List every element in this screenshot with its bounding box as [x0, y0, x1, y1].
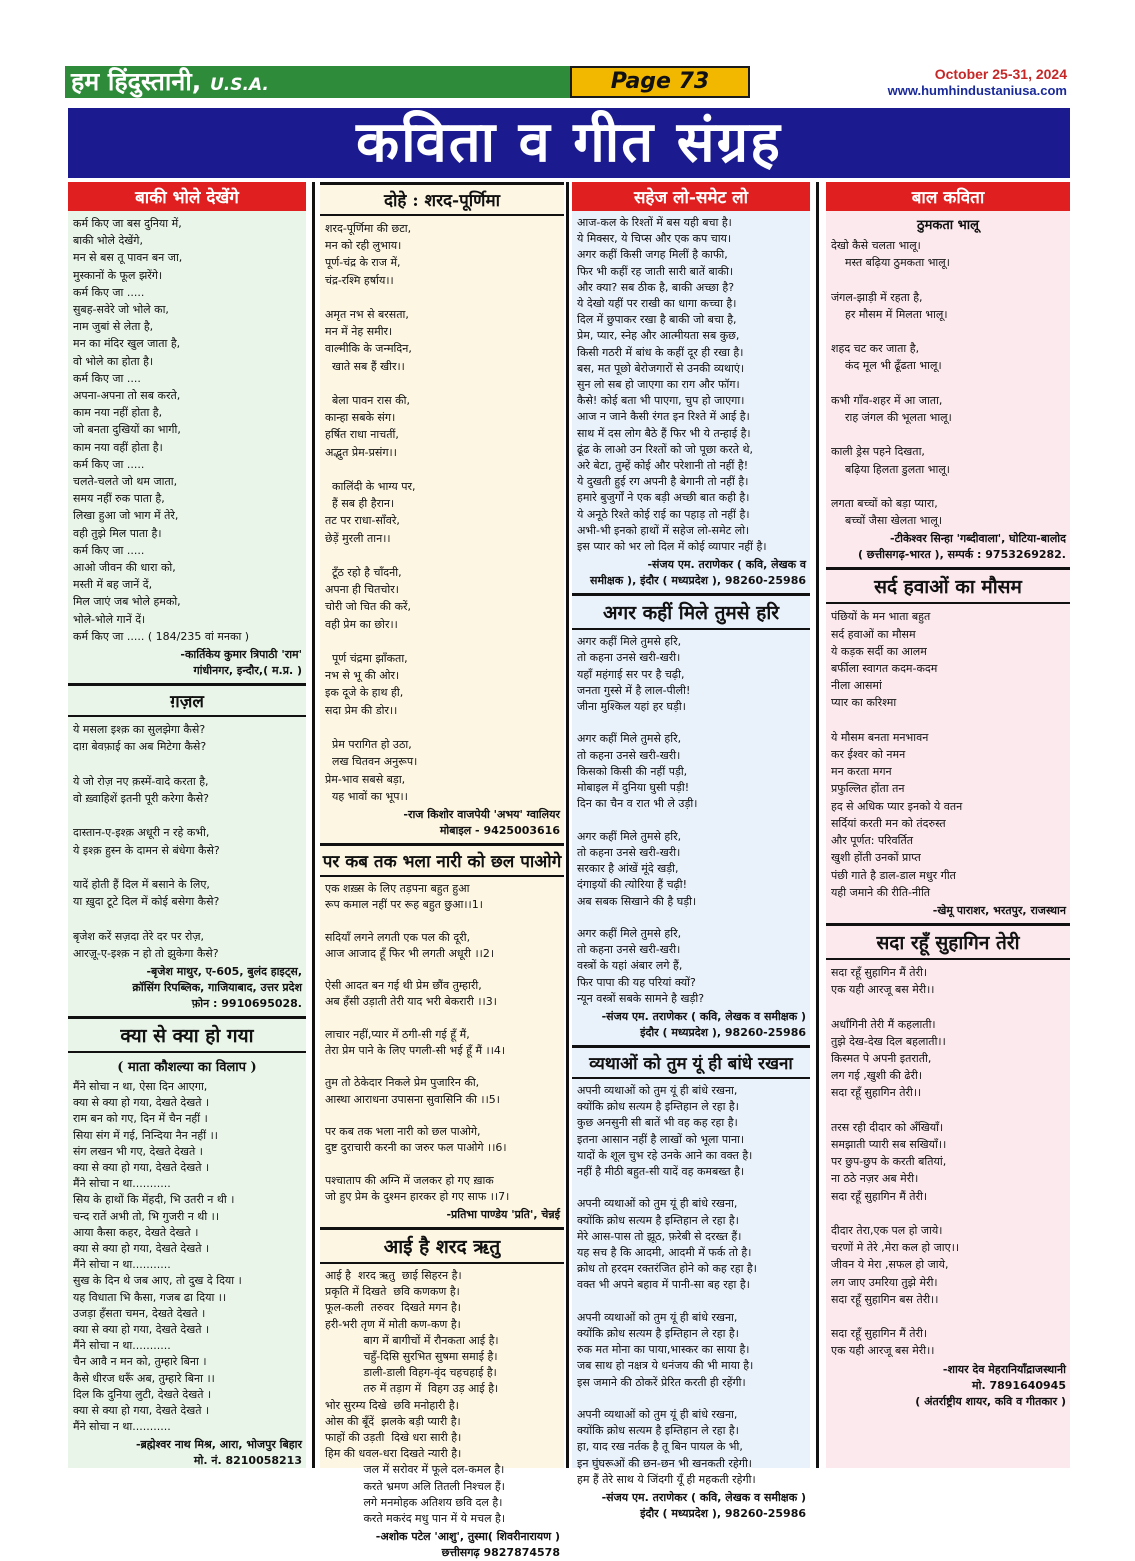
column-2 [320, 182, 564, 1560]
poem-credit: -खेमू पाराशर, भरतपुर, राजस्थान [932, 903, 1066, 917]
poem-subtitle: ठुमकता भालू [917, 218, 979, 233]
poem-body: सदा रहूँ सुहागिन मैं तेरी। एक यही आरजू बस मेरी।। अर्धांगिनी तेरी मैं कहलाती। तुझे देख-देख दिल बहलाती।। किस्मत पे अपनी इतराती, लग गई ,खुशी की ढेरी। सदा रहूँ सुहागिन तेरी।। तरस रही दीदार को अँखियाँ। समझाती प्यारी सब सखियाँ।। पर छुप-छुप के करती बतियां, ना ठठे नज़र अब मेरी। सदा रहूँ सुहागिन मैं तेरी। दीदार तेरा,एक पल हो जाये। चरणों मे तेरे ,मेरा कल हो जाए।। जीवन ये मेरा ,सफल हो जाये, लग जाए उमरिया तुझे मेरी। सदा रहूँ सुहागिन बस तेरी।। सदा रहूँ सुहागिन मैं तेरी। एक यही आरजू बस मेरी।। [831, 965, 960, 1358]
poem-title: सदा रहूँ सुहागिन तेरी [826, 923, 1070, 960]
section-banner: कविता व गीत संग्रह [68, 108, 1070, 178]
column-3 [572, 182, 810, 1521]
poem-credit: -राज किशोर वाजपेयी 'अभय' ग्वालियर मोबाइल - 9425003616 [403, 807, 560, 837]
issue-date: October 25-31, 2024 [934, 66, 1067, 82]
poem-title: बाल कविता [826, 182, 1070, 211]
poem-credit: -बृजेश माथुर, ए-605, बुलंद हाइट्स, क्रॉसिंग रिपब्लिक, गाजियाबाद, उत्तर प्रदेश फ़ोन : 9910695028. [132, 964, 302, 1010]
poem-credit: -अशोक पटेल 'आशु', तुस्मा( शिवरीनारायण ) छत्तीसगढ़ 9827874578 [375, 1530, 560, 1560]
poem-title: अगर कहीं मिले तुमसे हरि [572, 593, 810, 630]
poem-body: मैंने सोचा न था, ऐसा दिन आएगा, क्या से क्या हो गया, देखते देखते । राम बन को गए, दिन में चैन नहीं । सिया संग में गई, निन्दिया नैन नहीं ।। संग लखन भी गए, देखते देखते । क्या से क्या हो गया, देखते देखते । मैंने सोचा न था........... सिय के हाथों कि मेंहदी, भि उतरी न थी । चन्द रातें अभी तो, भि गुजरी न थी ।। आया कैसा कहर, देखते देखते । क्या से क्या हो गया, देखते देखते । मैंने सोचा न था........... सुख के दिन थे जब आए, तो दुख दे दिया । यह विधाता भि कैसा, गजब ढा दिया ।। उजड़ा हँसता चमन, देखते देखते । क्या से क्या हो गया, देखते देखते । मैंने सोचा न था........... चैन आवै न मन को, तुम्हारे बिना । कैसे धीरज धरूँ अब, तुम्हारे बिना ।। दिल कि दुनिया लुटी, देखते देखते । क्या से क्या हो गया, देखते देखते । मैंने सोचा न था........... [73, 1079, 242, 1434]
poem-subtitle: ( माता कौशल्या का विलाप ) [117, 1059, 257, 1075]
website-link[interactable]: www.humhindustaniusa.com [887, 83, 1067, 98]
column-divider [566, 182, 569, 1468]
poem-credit: -संजय एम. तराणेकर ( कवि, लेखक व समीक्षक ) इंदौर ( मध्यप्रदेश ), 98260-25986 [601, 1491, 806, 1521]
masthead [65, 66, 1075, 102]
brand-suffix: U.S.A. [209, 75, 269, 95]
poem-body: कर्म किए जा बस दुनिया में, बाकी भोले देखेंगे, मन से बस तू पावन बन जा, मुस्कानों के फूल झरेंगे। कर्म किए जा ..... सुबह-सवेरे जो भोले का, नाम जुबां से लेता है, मन का मंदिर खुल जाता है, वो भोले का होता है। कर्म किए जा .... अपना-अपना तो सब करते, काम नया नहीं होता है, जो बनता दुखियों का भागी, काम नया वहीं होता है। कर्म किए जा ..... चलते-चलते जो थम जाता, समय नहीं रुक पाता है, लिखा हुआ जो भाग में तेरे, वही तुझे मिल पाता है। कर्म किए जा ..... आओ जीवन की धारा को, मस्ती में बह जानें दें, मिल जाएं जब भोले हमको, भोले-भोले गानें दें। कर्म किए जा ..... ( 184/235 वां मनका ) [73, 217, 250, 643]
poem-body: अगर कहीं मिले तुमसे हरि, तो कहना उनसे खरी-खरी। यहाँ महंगाई सर पर है चढ़ी, जनता गुस्से में है लाल-पीली! जीना मुश्किल यहां हर घड़ी। अगर कहीं मिले तुमसे हरि, तो कहना उनसे खरी-खरी। किसको किसी की नहीं पड़ी, मोबाइल में दुनिया घुसी पड़ी! दिन का चैन व रात भी ले उड़ी। अगर कहीं मिले तुमसे हरि, तो कहना उनसे खरी-खरी। सरकार है आंखें मूंदे खड़ी, दंगाइयों की त्योरिया हैं चढ़ी! अब सबक सिखाने की है घड़ी। अगर कहीं मिले तुमसे हरि, तो कहना उनसे खरी-खरी। वस्त्रों के यहां अंबार लगे हैं, फिर पापा की यह परियां क्यों? न्यून वस्त्रों सबके सामने है खड़ी? [577, 635, 705, 1005]
poem-body: आज-कल के रिश्तों में बस यही बचा है। ये मिक्सर, ये चिप्स और एक कप चाय। अगर कहीं किसी जगह मिलीं है काफी, फिर भी कहीं रह जाती सारी बातें बाकी। और क्या? सब ठीक है, बाकी अच्छा है? ये देखो यहीं पर राखी का धागा कच्चा है। दिल में छुपाकर रखा है बाकी जो बचा है, प्रेम, प्यार, स्नेह और आत्मीयता सब कुछ, किसी गठरी में बांध के कहीं दूर ही रखा है। बस, मत पूछो बेरोजगारों से उनकी व्यथाएं। सुन लो सब हो जाएगा का राग और फॉग। कैसे! कोई बता भी पाएगा, चुप हो जाएगा। आज न जाने कैसी रंगत इन रिश्ते में आई है। साथ में दस लोग बैठे हैं फिर भी ये तन्हाई है। ढूंढ के लाओ उन रिश्तों को जो पूछा करते थे, अरे बेटा, तुम्हें कोई और परेशानी तो नहीं है! ये दुखती हुई रग अपनी है बेगानी तो नहीं है। हमारे बुजुर्गों ने एक बड़ी अच्छी बात कही है। ये अनूठे रिश्ते कोई राई का पहाड़ तो नहीं है। अभी-भी इनको हाथों में सहेज लो-समेट लो। इस प्यार को भर लो दिल में कोई व्यापार नहीं है। [577, 216, 767, 554]
poem-title: बाकी भोले देखेंगे [68, 182, 306, 211]
poem-title: पर कब तक भला नारी को छल पाओगे [320, 843, 564, 877]
poem-body: एक शख़्स के लिए तड़पना बहुत हुआ रूप कमाल नहीं पर रूह बहुत छुआ।।1। सदियाँ लगने लगती एक पल की दूरी, आज आजाद हूँ फिर भी लगती अधूरी ।।2। ऐसी आदत बन गई थी प्रेम छौंव तुम्हारी, अब हँसी उड़ाती तेरी याद भरी बेकरारी ।।3। लाचार नहीं,प्यार में ठगी-सी गई हूँ मैं, तेरा प्रेम पाने के लिए पगली-सी भई हूँ मैं ।।4। तुम तो ठेकेदार निकले प्रेम पुजारिन की, आस्था आराधना उपासना सुवासिनि की ।।5। पर कब तक भला नारी को छल पाओगे, दुष्ट दुराचारी करनी का जरुर फल पाओगे ।।6। पश्चाताप की अग्नि में जलकर हो गए ख़ाक जो हुए प्रेम के दुश्मन हारकर हो गए साफ ।।7। [325, 881, 510, 1203]
poem-credit: -संजय एम. तराणेकर ( कवि, लेखक व समीक्षक ), इंदौर ( मध्यप्रदेश ), 98260-25986 [590, 558, 806, 588]
poem-credit: -टीकेश्वर सिन्हा 'गब्दीवाला', घोटिया-बालोद ( छत्तीसगढ़-भारत ), सम्पर्क : 9753269282. [857, 532, 1066, 562]
poem-title: ग़ज़ल [68, 683, 306, 717]
poem-title: व्यथाओं को तुम यूं ही बांधे रखना [572, 1045, 810, 1079]
poem-title: क्या से क्या हो गया [68, 1016, 306, 1053]
poem-body: देखो कैसे चलता भालू। मस्त बढ़िया ठुमकता भालू। जंगल-झाड़ी में रहता है, हर मौसम में मिलता भालू। शहद चट कर जाता है, कंद मूल भी ढूँढता भालू। कभी गाँव-शहर में आ जाता, राह जंगल की भूलता भालू। काली ड्रेस पहने दिखता, बढ़िया हिलता डुलता भालू। लगता बच्चों को बड़ा प्यारा, बच्चों जैसा खेलता भालू। [831, 239, 952, 528]
brand-logo [65, 66, 570, 98]
poem-body: ये मसला इश्क़ का सुलझेगा कैसे? दाग़ बेवफ़ाई का अब मिटेगा कैसे? ये जो रोज़ नए क़स्में-वादे करता है, वो ख़्वाहिशें इतनी पूरी करेगा कैसे? दास्तान-ए-इश्क़ अधूरी न रहे कभी, ये इश्क़ हुस्न के दामन से बंधेगा कैसे? यादें होती हैं दिल में बसाने के लिए, या ख़ुदा टूटे दिल में कोई बसेगा कैसे? बृजेश करें सज़दा तेरे दर पर रोज़, आरज़ू-ए-इश्क़ न हो तो झुकेगा कैसे? [73, 723, 220, 960]
poem-body: अपनी व्यथाओं को तुम यूं ही बांधे रखना, क्योंकि क्रोध सत्यम है इम्तिहान ले रहा है। कुछ अनसुनी सी बातें भी वह कह रहा है। इतना आसान नहीं है लाखों को भूला पाना। यादों के शूल चुभ रहे उनके आने का वक्त है। नहीं है मीठी बहुत-सी यादें वह कमबख्त है। अपनी व्यथाओं को तुम यूं ही बांधे रखना, क्योंकि क्रोध सत्यम है इम्तिहान ले रहा है। मेरे आस-पास तो झूठ, फ़रेबी से दरख्त हैं। यह सच है कि आदमी, आदमी में फर्क तो है। क्रोध तो हरदम रक्तरंजित होने को कह रहा है। वक्त भी अपने बहाव में पानी-सा बह रहा है। अपनी व्यथाओं को तुम यूं ही बांधे रखना, क्योंकि क्रोध सत्यम है इम्तिहान ले रहा है। रुक मत मोना का पाया,भास्कर का साया है। जब साथ हो नक्षत्र ये धनंजय की भी माया है। इस जमाने की ठोकरें प्रेरित करती ही रहेंगी। अपनी व्यथाओं को तुम यूं ही बांधे रखना, क्योंकि क्रोध सत्यम है इम्तिहान ले रहा है। हा, याद रख नर्तक है तू बिन पायल के भी, इन घुंघरूओं की छन-छन भी खनकती रहेगी। हम हैं तेरे साथ ये जिंदगी यूँ ही महकती रहेगी। [577, 1083, 757, 1486]
column-divider [312, 182, 315, 1468]
poem-body: शरद-पूर्णिमा की छटा, मन को रही लुभाय। पूर्ण-चंद्र के राज में, चंद्र-रश्मि हर्षाय।। अमृत नभ से बरसता, मन में नेह समीर। वाल्मीकि के जन्मदिन, खाते सब हैं खीर।। बेला पावन रास की, कान्हा सबके संग। हर्षित राधा नाचतीं, अद्भुत प्रेम-प्रसंग।। कालिंदी के भाग्य पर, हैं सब ही हैरान। तट पर राधा-साँवरे, छेड़ें मुरली तान।। टूँठ रहो है चाँदनी, अपना ही चितचोर। चोरी जो चित की करें, वही प्रेम का छोर।। पूर्ण चंद्रमा झाँकता, नभ से भू की ओर। इक दूजे के हाथ ही, सदा प्रेम की डोर।। प्रेम परागित हो उठा, लख चितवन अनुरूप। प्रेम-भाव सबसे बड़ा, यह भावों का भूप।। [325, 222, 418, 803]
column-4 [826, 182, 1070, 1468]
poem-credit: -प्रतिभा पाण्डेय 'प्रति', चेन्नई [446, 1207, 560, 1221]
poem-credit: -ब्रह्मेश्वर नाथ मिश्र, आरा, भोजपुर बिहार मो. नं. 8210058213 [135, 1438, 302, 1468]
brand-name: हम हिंदुस्तानी, [71, 67, 202, 96]
column-divider [816, 182, 819, 1468]
page-number: Page 73 [570, 66, 750, 98]
poem-title: सर्द हवाओं का मौसम [826, 567, 1070, 604]
poem-body: आई है शरद ऋतु छाई सिहरन है। प्रकृति में दिखते छवि कणकण है। फूल-कली तरुवर दिखते मगन है। हरी-भरी तृण में मोती कण-कण है। बाग में बागीचों में रौनकता आई है। चहुँ-दिसि सुरभित सुषमा समाई है। डाली-डाली विहग-वृंद चहचहाई है। तरु में तड़ाग में विहग उड़ आई है। भोर सुरम्य दिखे छवि मनोहारी है। ओस की बूँदें झलके बड़ी प्यारी है। फाहों की उड़ती दिखे धरा सारी है। हिम की धवल-धरा दिखते न्यारी है। जल में सरोवर में फूले दल-कमल है। करते भ्रमण अलि तितली निश्चल हैं। लगे मनमोहक अतिशय छवि दल है। करते मकरंद मधु पान में ये मचल है। [325, 1268, 506, 1526]
column-1 [68, 182, 306, 1468]
poem-body: पंछियों के मन भाता बहुत सर्द हवाओं का मौसम ये कड़क सर्दी का आलम बर्फीला स्वागत कदम-कदम नीला आसमां प्यार का करिश्मा ये मौसम बनता मनभावन कर ईश्वर को नमन मन करता मगन प्रफुल्लित होंता तन हद से अधिक प्यार इनको ये वतन सर्दियां करती मन को तंदरुस्त और पूर्णत: परिवर्तित खुशी होंती उनकों प्राप्त पंछी गाते है डाल-डाल मधुर गीत यही जमाने की रीति-नीति [831, 610, 963, 899]
poem-title: आई है शरद ऋतु [320, 1227, 564, 1264]
poem-credit: -संजय एम. तराणेकर ( कवि, लेखक व समीक्षक ) इंदौर ( मध्यप्रदेश ), 98260-25986 [601, 1009, 806, 1039]
poem-credit: -शायर देव मेहरानियाँद्राजस्थानी मो. 7891640945 ( अंतर्राष्ट्रीय शायर, कवि व गीतकार ) [915, 1362, 1066, 1408]
poem-credit: -कार्तिकेय कुमार त्रिपाठी 'राम' गांधीनगर, इन्दौर,( म.प्र. ) [180, 648, 302, 678]
poem-title: सहेज लो-समेट लो [572, 182, 810, 211]
poem-title: दोहे : शरद-पूर्णिमा [320, 182, 564, 216]
